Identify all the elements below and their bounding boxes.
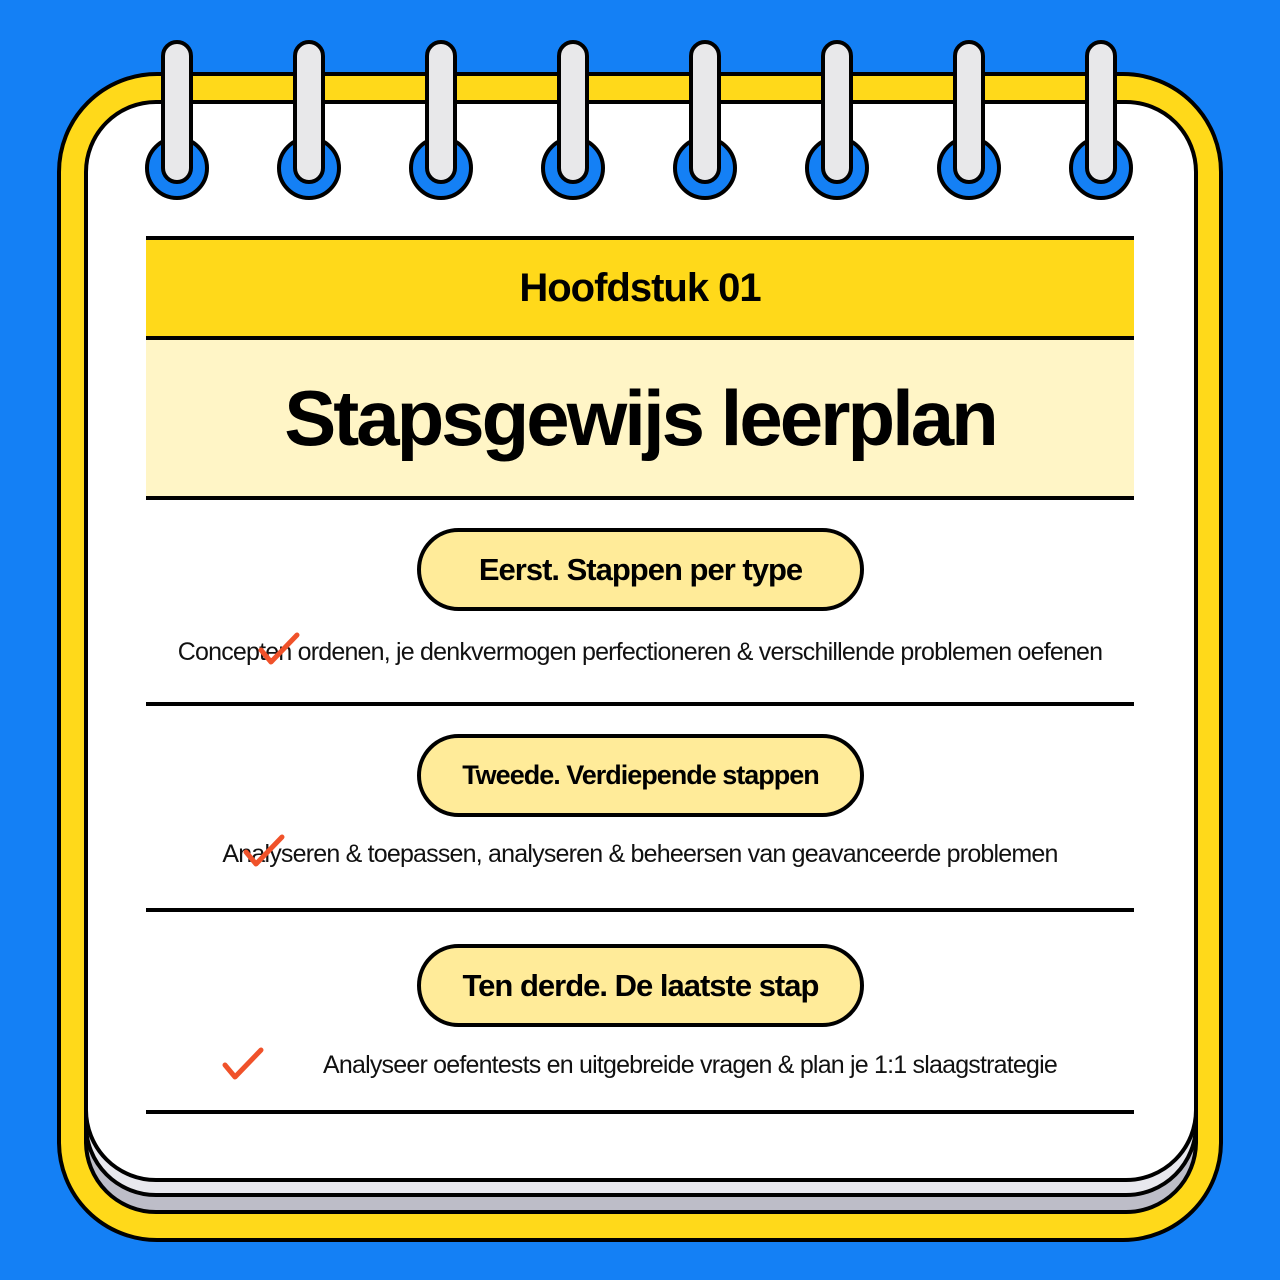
spiral-ring bbox=[161, 40, 193, 184]
checkmark-icon bbox=[243, 834, 285, 868]
divider bbox=[146, 908, 1134, 912]
page-title: Stapsgewijs leerplan bbox=[146, 340, 1134, 500]
step-1-description: Concepten ordenen, je denkvermogen perfectioneren & verschillende problemen oefenen bbox=[177, 638, 1103, 666]
spiral-ring bbox=[953, 40, 985, 184]
step-2-description: Analyseren & toepassen, analyseren & beheersen van geavanceerde problemen bbox=[222, 840, 1058, 868]
spiral-ring bbox=[293, 40, 325, 184]
divider bbox=[146, 1110, 1134, 1114]
step-3-heading: Ten derde. De laatste stap bbox=[417, 944, 864, 1027]
spiral-ring bbox=[557, 40, 589, 184]
chapter-label: Hoofdstuk 01 bbox=[146, 236, 1134, 340]
spiral-ring bbox=[1085, 40, 1117, 184]
step-3-description: Analyseer oefentests en uitgebreide vragen & plan je 1:1 slaagstrategie bbox=[323, 1051, 1057, 1079]
checkmark-icon bbox=[222, 1047, 264, 1081]
spiral-ring bbox=[425, 40, 457, 184]
spiral-ring bbox=[689, 40, 721, 184]
checkmark-icon bbox=[258, 632, 300, 666]
step-1-heading: Eerst. Stappen per type bbox=[417, 528, 864, 611]
spiral-ring bbox=[821, 40, 853, 184]
step-2-heading: Tweede. Verdiepende stappen bbox=[417, 734, 864, 817]
divider bbox=[146, 702, 1134, 706]
